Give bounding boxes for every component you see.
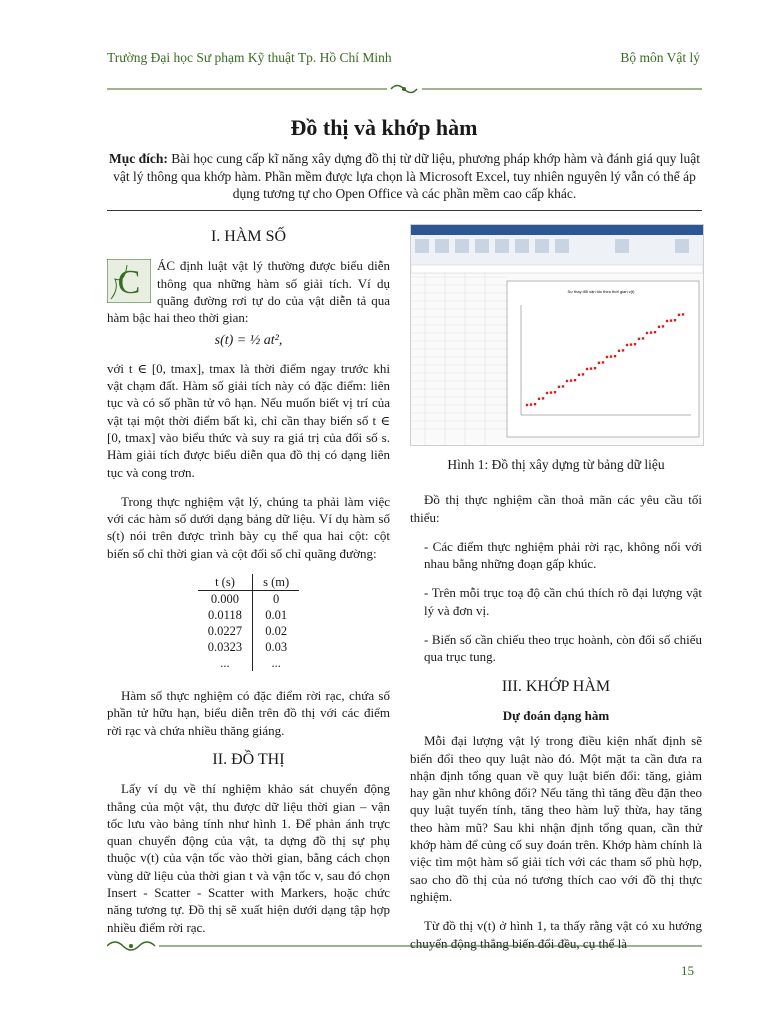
figure-screenshot [410, 224, 704, 446]
page-number: 15 [681, 963, 694, 978]
data-point [566, 380, 568, 382]
data-point [622, 349, 624, 351]
paragraph: Trong thực nghiệm vật lý, chúng ta phải làm việc với các hàm số dưới dạng bảng dữ liệu. Ví dụ hàm số s(t) nói trên được trình bày cụ thể qua hai cột: cột biến số chỉ thời gian và cột đối số chỉ quãng đường: [107, 493, 390, 561]
separator [107, 210, 702, 211]
intro-text: ÁC định luật vật lý thường được biểu diễn thông qua những hàm số giải tích. Ví dụ quãng đường rơi tự do của vật diễn tả qua hàm bậc hai theo thời gian: [107, 258, 390, 326]
data-point [674, 319, 676, 321]
requirement-item: - Trên mỗi trục toạ độ cần chú thích rõ đại lượng vật lý và đơn vị. [424, 585, 702, 618]
data-point [670, 319, 672, 321]
data-point [558, 386, 560, 388]
right-column [410, 220, 702, 964]
data-point [650, 331, 652, 333]
data-point [538, 398, 540, 400]
paragraph: Từ đồ thị v(t) ở hình 1, ta thấy rằng vật có xu hướng chuyển động thẳng biến đổi đều, cụ thể là [410, 918, 702, 951]
data-point [658, 326, 660, 328]
table-header: t (s) [198, 574, 253, 591]
figure-caption: Hình 1: Đồ thị xây dựng từ bảng dữ liệu [447, 457, 665, 472]
left-column [107, 220, 390, 948]
table-row: 0.0118 0.01 [198, 607, 299, 623]
data-point [542, 397, 544, 399]
data-point [578, 374, 580, 376]
chart-title: Sự thay đổi vận tốc theo thời gian v(t) [567, 289, 635, 294]
data-point [598, 362, 600, 364]
data-point [550, 391, 552, 393]
section-3-heading: III. KHỚP HÀM [501, 677, 611, 695]
purpose-label: Mục đích: [109, 151, 168, 166]
table-row: 0.0227 0.02 [198, 623, 299, 639]
requirement-item: - Các điểm thực nghiệm phải rời rạc, không nối với nhau bằng những đoạn gấp khúc. [424, 538, 702, 572]
data-point [570, 379, 572, 381]
page-title: Đồ thị và khớp hàm [290, 115, 478, 140]
running-header [107, 50, 700, 70]
paragraph: với t ∈ [0, tmax], tmax là thời điểm ngay trước khi vật chạm đất. Hàm số giải tích này có đặc điểm: liên tục và có số phần tử vô hạn. Nếu muốn biết vị trí của vật tại một thời điểm bất kì, chỉ cần thay biến số t ∈ [0, tmax] vào biểu thức và suy ra giá trị của đối số s. Hàm giải tích được biểu diễn qua đồ thị có dạng liên tục và cong trơn. [107, 360, 390, 480]
paragraph: Lấy ví dụ về thí nghiệm khảo sát chuyển động thẳng của một vật, thu được dữ liệu thời gian – vận tốc lưu vào bảng tính như hình 1. Để phản ánh trực quan chuyển động của vật, ta dựng đồ thị sự phụ thuộc v(t) của vận tốc vào thời gian, bằng cách chọn vùng dữ liệu của thời gian t và vận tốc v, sau đó chọn Insert - Scatter - Scatter with Markers, hoặc chức năng tương tự. Đồ thị sẽ xuất hiện dưới dạng tập hợp nhiều điểm rời rạc. [107, 781, 390, 935]
data-point [554, 391, 556, 393]
data-point [546, 392, 548, 394]
data-point [614, 355, 616, 357]
data-point [618, 350, 620, 352]
data-point [562, 385, 564, 387]
data-table [198, 574, 299, 671]
subsection-heading: Dự đoán dạng hàm [502, 707, 610, 723]
data-point [534, 403, 536, 405]
data-point [662, 325, 664, 327]
data-point [610, 355, 612, 357]
requirement-item: - Biến số cần chiếu theo trục hoành, còn đối số chiếu qua trục tung. [424, 632, 702, 665]
data-point [602, 361, 604, 363]
data-point [590, 367, 592, 369]
data-point [678, 314, 680, 316]
paragraph: Đồ thị thực nghiệm cần thoả mãn các yêu cầu tối thiểu: [410, 492, 702, 525]
data-point [530, 403, 532, 405]
data-point [682, 313, 684, 315]
table-row: 0.0323 0.03 [198, 639, 299, 655]
paragraph: Mỗi đại lượng vật lý trong điều kiện nhất định sẽ biến đổi theo quy luật nào đó. Một mặt ta cần đưa ra nhận định tổng quan về quy luật biến đổi: tăng, giảm hay gần như không đổi? Nếu tăng thì tăng đều đặn theo quy luật tuyến tính, tăng theo hàm luỹ thừa, hay tăng theo hàm mũ? Sau khi nhận định tổng quan, cần thử khớp hàm để củng cố suy đoán trên. Khớp hàm chính là việc tìm một hàm số giải tích với các tham số phù hợp, sao cho đồ thị của nó tương thích cao với đồ thị thực nghiệm. [410, 733, 702, 904]
section-2-heading: II. ĐỒ THỊ [212, 750, 285, 768]
excel-screenshot [411, 225, 703, 445]
data-point [594, 367, 596, 369]
table-row: 0.000 0 [198, 591, 299, 608]
dropcap-letter: C [117, 264, 141, 302]
intro-paragraph [107, 257, 390, 326]
table-header: s (m) [253, 574, 300, 591]
data-point [626, 344, 628, 346]
formula-free-fall: s(t) = ½ at², [214, 333, 283, 349]
data-point [586, 368, 588, 370]
data-point [634, 343, 636, 345]
purpose-block [107, 150, 702, 203]
paragraph: Hàm số thực nghiệm có đặc điểm rời rạc, chứa số phần tử hữu hạn, biểu diễn trên đồ thị với các điểm rời rạc và chứa nhiều thăng giáng. [107, 688, 390, 738]
data-point [630, 343, 632, 345]
data-point [526, 404, 528, 406]
header-school: Trường Đại học Sư phạm Kỹ thuật Tp. Hồ Chí Minh [107, 50, 392, 65]
data-point [642, 337, 644, 339]
data-point [574, 379, 576, 381]
purpose-text: Bài học cung cấp kĩ năng xây dựng đồ thị từ dữ liệu, phương pháp khớp hàm và đánh giá quy luật vật lý thông qua khớp hàm. Phần mềm được lựa chọn là Microsoft Excel, tuy nhiên nguyên lý vẫn có thể áp dụng tương tự cho Open Office và các phần mềm cao cấp khác. [113, 151, 700, 202]
data-point [654, 331, 656, 333]
spreadsheet-rows [411, 277, 507, 429]
data-point [606, 356, 608, 358]
header-department: Bộ môn Vật lý [620, 50, 700, 65]
header-ornament [107, 82, 702, 96]
data-point [666, 320, 668, 322]
dropcap-ornament [107, 259, 151, 303]
section-1-heading: I. HÀM SỐ [210, 228, 287, 245]
data-point [638, 338, 640, 340]
data-point [582, 373, 584, 375]
table-row: ... ... [198, 655, 299, 671]
data-point [646, 332, 648, 334]
footer-ornament [107, 938, 702, 954]
